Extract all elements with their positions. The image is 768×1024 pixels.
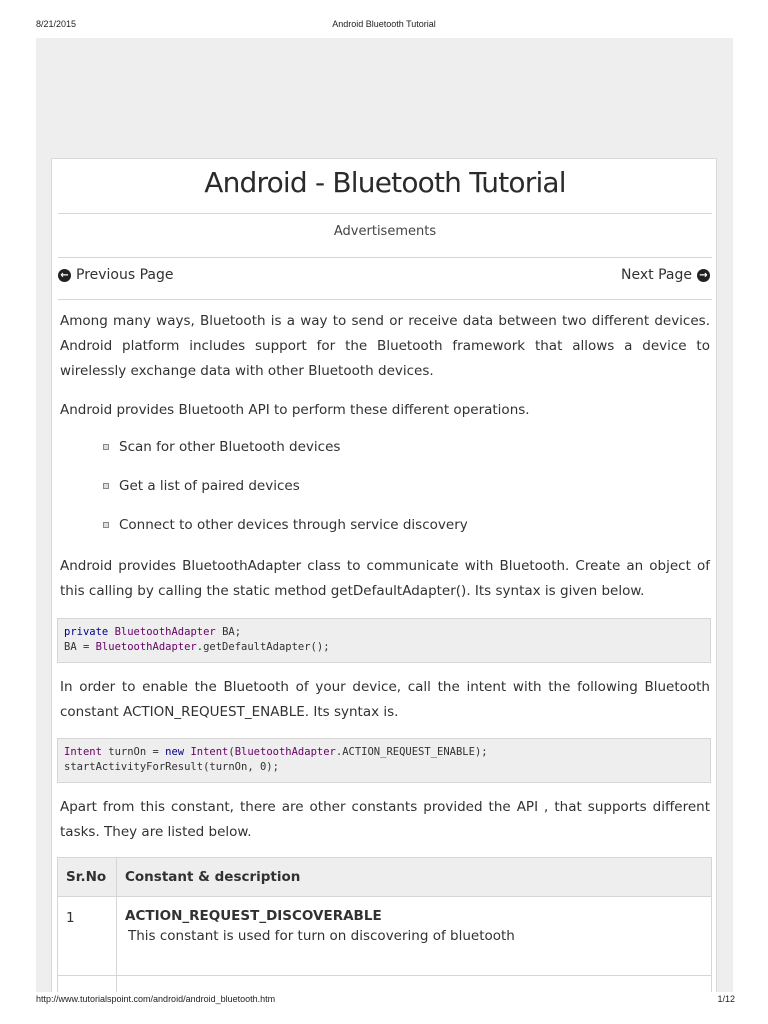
intro-paragraph: Among many ways, Bluetooth is a way to send or receive data between two different devices. Android platform includes support for the Bluetooth framework that allows a device to wirelessly exchange data with other Bluetooth devices. [60, 313, 710, 379]
constants-paragraph: Apart from this constant, there are other constants provided the API , that supports different tasks. They are listed below. [60, 799, 710, 840]
print-date: 8/21/2015 [36, 19, 77, 29]
article-container [51, 158, 717, 992]
operations-list [60, 435, 710, 552]
print-footer [0, 992, 768, 1006]
next-page-link[interactable] [621, 267, 710, 283]
print-url: http://www.tutorialspoint.com/android/android_bluetooth.htm [36, 994, 276, 1004]
print-header [0, 17, 768, 31]
page-background [36, 38, 733, 992]
table-header-row [58, 858, 712, 897]
constants-table [57, 857, 712, 992]
enable-paragraph: In order to enable the Bluetooth of your device, call the intent with the following Bluetooth constant ACTION_REQUEST_ENABLE. Its syntax is. [60, 679, 710, 720]
table-row [58, 976, 712, 993]
table-row [58, 897, 712, 976]
row-constant-cell [117, 897, 712, 976]
constant-name: ACTION_REQUEST_DISCOVERABLE [125, 908, 382, 924]
advertisements-label: Advertisements [58, 215, 712, 258]
circle-arrow-left-icon: ← [58, 269, 71, 282]
circle-arrow-right-icon: → [697, 269, 710, 282]
print-title: Android Bluetooth Tutorial [332, 19, 436, 29]
code-block-enable: Intent turnOn = new Intent(BluetoothAdapter.ACTION_REQUEST_ENABLE); startActivityForResult(turnOn, 0); [57, 738, 711, 783]
list-item: Get a list of paired devices [60, 474, 710, 513]
column-header-constant: Constant & description [117, 858, 712, 897]
list-item: Scan for other Bluetooth devices [60, 435, 710, 474]
bullet-square-icon [103, 444, 109, 450]
row-number: 1 [58, 897, 117, 976]
previous-page-link[interactable] [58, 267, 174, 283]
previous-page-label: Previous Page [76, 267, 174, 283]
adapter-paragraph: Android provides BluetoothAdapter class to communicate with Bluetooth. Create an object of this calling by calling the static method getDefaultAdapter(). Its syntax is given below. [60, 558, 710, 599]
page-title: Android - Bluetooth Tutorial [58, 159, 712, 214]
bullet-square-icon [103, 483, 109, 489]
column-header-srno: Sr.No [58, 858, 117, 897]
constant-description: This constant is used for turn on discovering of bluetooth [128, 928, 515, 944]
code-block-adapter: private BluetoothAdapter BA; BA = BluetoothAdapter.getDefaultAdapter(); [57, 618, 711, 663]
next-page-label: Next Page [621, 267, 692, 283]
print-page-number: 1/12 [717, 994, 735, 1004]
list-item: Connect to other devices through service discovery [60, 513, 710, 552]
api-intro-paragraph: Android provides Bluetooth API to perform these different operations. [60, 402, 530, 418]
page-navigation [58, 257, 712, 300]
bullet-square-icon [103, 522, 109, 528]
